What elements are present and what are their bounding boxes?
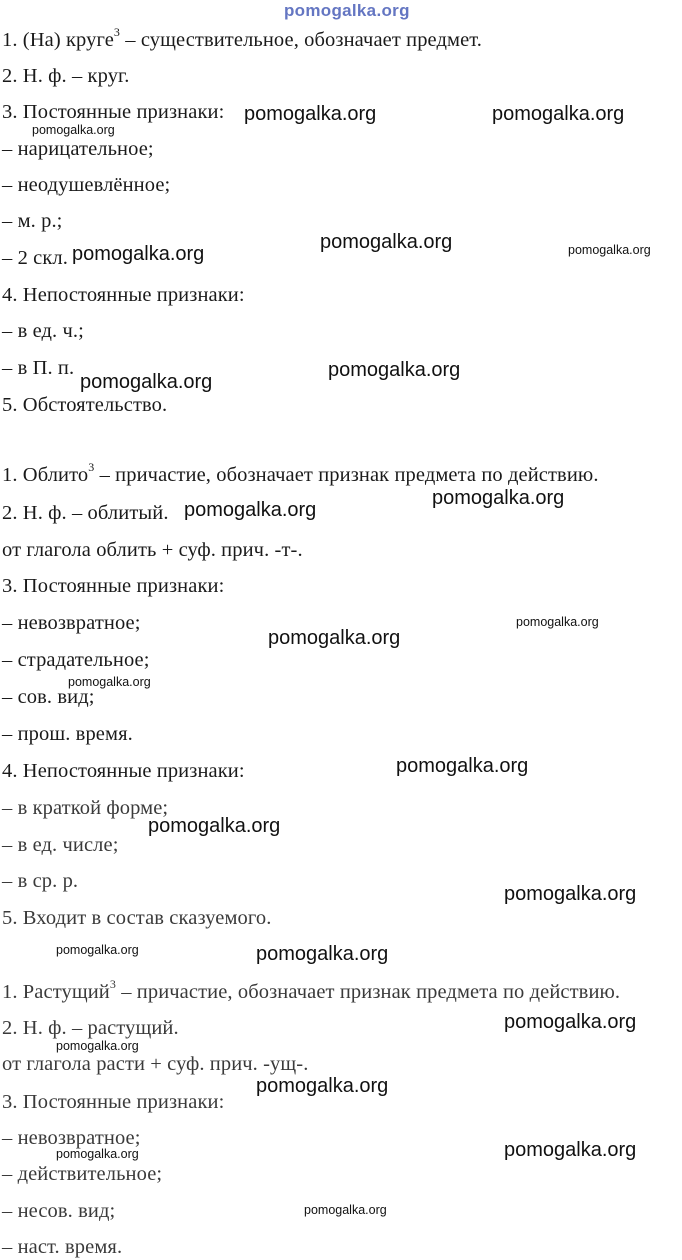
s2-line-1-pre: 1. Облито	[2, 464, 89, 486]
s2-line-12: – в ср. р.	[2, 870, 79, 892]
watermark: pomogalka.org	[256, 1075, 389, 1097]
watermark: pomogalka.org	[80, 371, 213, 393]
s3-line-1-sup: 3	[109, 977, 116, 991]
watermark: pomogalka.org	[244, 103, 377, 125]
watermark: pomogalka.org	[56, 1147, 139, 1161]
s2-line-6: – страдательное;	[2, 649, 150, 671]
s1-line-5: – неодушевлённое;	[2, 174, 171, 196]
s2-line-7: – сов. вид;	[2, 686, 95, 708]
watermark: pomogalka.org	[268, 627, 401, 649]
s3-line-2: 2. Н. ф. – растущий.	[2, 1017, 179, 1039]
s2-line-1-post: – причастие, обозначает признак предмета по действию.	[94, 464, 599, 486]
watermark: pomogalka.org	[504, 883, 637, 905]
watermark: pomogalka.org	[304, 1203, 387, 1217]
s2-line-8: – прош. время.	[2, 723, 133, 745]
watermark: pomogalka.org	[148, 815, 281, 837]
s1-line-2: 2. Н. ф. – круг.	[2, 65, 130, 87]
s3-line-3: от глагола расти + суф. прич. -ущ-.	[2, 1053, 309, 1075]
watermark: pomogalka.org	[504, 1139, 637, 1161]
s3-line-6: – действительное;	[2, 1163, 163, 1185]
watermark: pomogalka.org	[320, 231, 453, 253]
s2-line-2: 2. Н. ф. – облитый.	[2, 502, 169, 524]
s1-line-1	[2, 25, 483, 52]
watermark: pomogalka.org	[432, 487, 565, 509]
watermark: pomogalka.org	[568, 243, 651, 257]
watermark: pomogalka.org	[72, 243, 205, 265]
s1-line-1-post: – существительное, обозначает предмет.	[120, 29, 483, 51]
s3-line-1-post: – причастие, обозначает признак предмета по действию.	[115, 981, 621, 1003]
s2-line-1	[2, 460, 599, 487]
s2-line-9: 4. Непостоянные признаки:	[2, 760, 245, 782]
s1-line-10: – в П. п.	[2, 357, 75, 379]
watermark: pomogalka.org	[56, 1039, 139, 1053]
s3-line-8: – наст. время.	[2, 1236, 123, 1258]
s3-line-5: – невозвратное;	[2, 1127, 141, 1149]
watermark: pomogalka.org	[328, 359, 461, 381]
s3-line-7: – несов. вид;	[2, 1200, 116, 1222]
s1-line-1-pre: 1. (На) круге	[2, 29, 114, 51]
s2-line-13: 5. Входит в состав сказуемого.	[2, 907, 272, 929]
s1-line-9: – в ед. ч.;	[2, 320, 84, 342]
s2-line-10: – в краткой форме;	[2, 797, 169, 819]
watermark: pomogalka.org	[56, 943, 139, 957]
s3-line-1	[2, 977, 621, 1004]
watermark: pomogalka.org	[396, 755, 529, 777]
s2-line-5: – невозвратное;	[2, 612, 141, 634]
watermark: pomogalka.org	[32, 123, 115, 137]
s1-line-3: 3. Постоянные признаки:	[2, 101, 225, 123]
watermark: pomogalka.org	[516, 615, 599, 629]
s2-line-1-sup: 3	[88, 460, 95, 474]
watermark: pomogalka.org	[504, 1011, 637, 1033]
watermark: pomogalka.org	[492, 103, 625, 125]
s2-line-4: 3. Постоянные признаки:	[2, 575, 225, 597]
watermark: pomogalka.org	[184, 499, 317, 521]
watermark: pomogalka.org	[68, 675, 151, 689]
s1-line-4: – нарицательное;	[2, 138, 154, 160]
watermark-top: pomogalka.org	[284, 1, 410, 20]
s1-line-7: – 2 скл.	[2, 247, 68, 269]
s2-line-11: – в ед. числе;	[2, 834, 119, 856]
s1-line-11: 5. Обстоятельство.	[2, 394, 168, 416]
s1-line-1-sup: 3	[113, 25, 121, 39]
watermark: pomogalka.org	[256, 943, 389, 965]
s3-line-1-pre: 1. Растущий	[2, 981, 110, 1003]
s2-line-3: от глагола облить + суф. прич. -т-.	[2, 539, 303, 561]
s3-line-4: 3. Постоянные признаки:	[2, 1091, 225, 1113]
s1-line-8: 4. Непостоянные признаки:	[2, 284, 245, 306]
s1-line-6: – м. р.;	[2, 210, 63, 232]
